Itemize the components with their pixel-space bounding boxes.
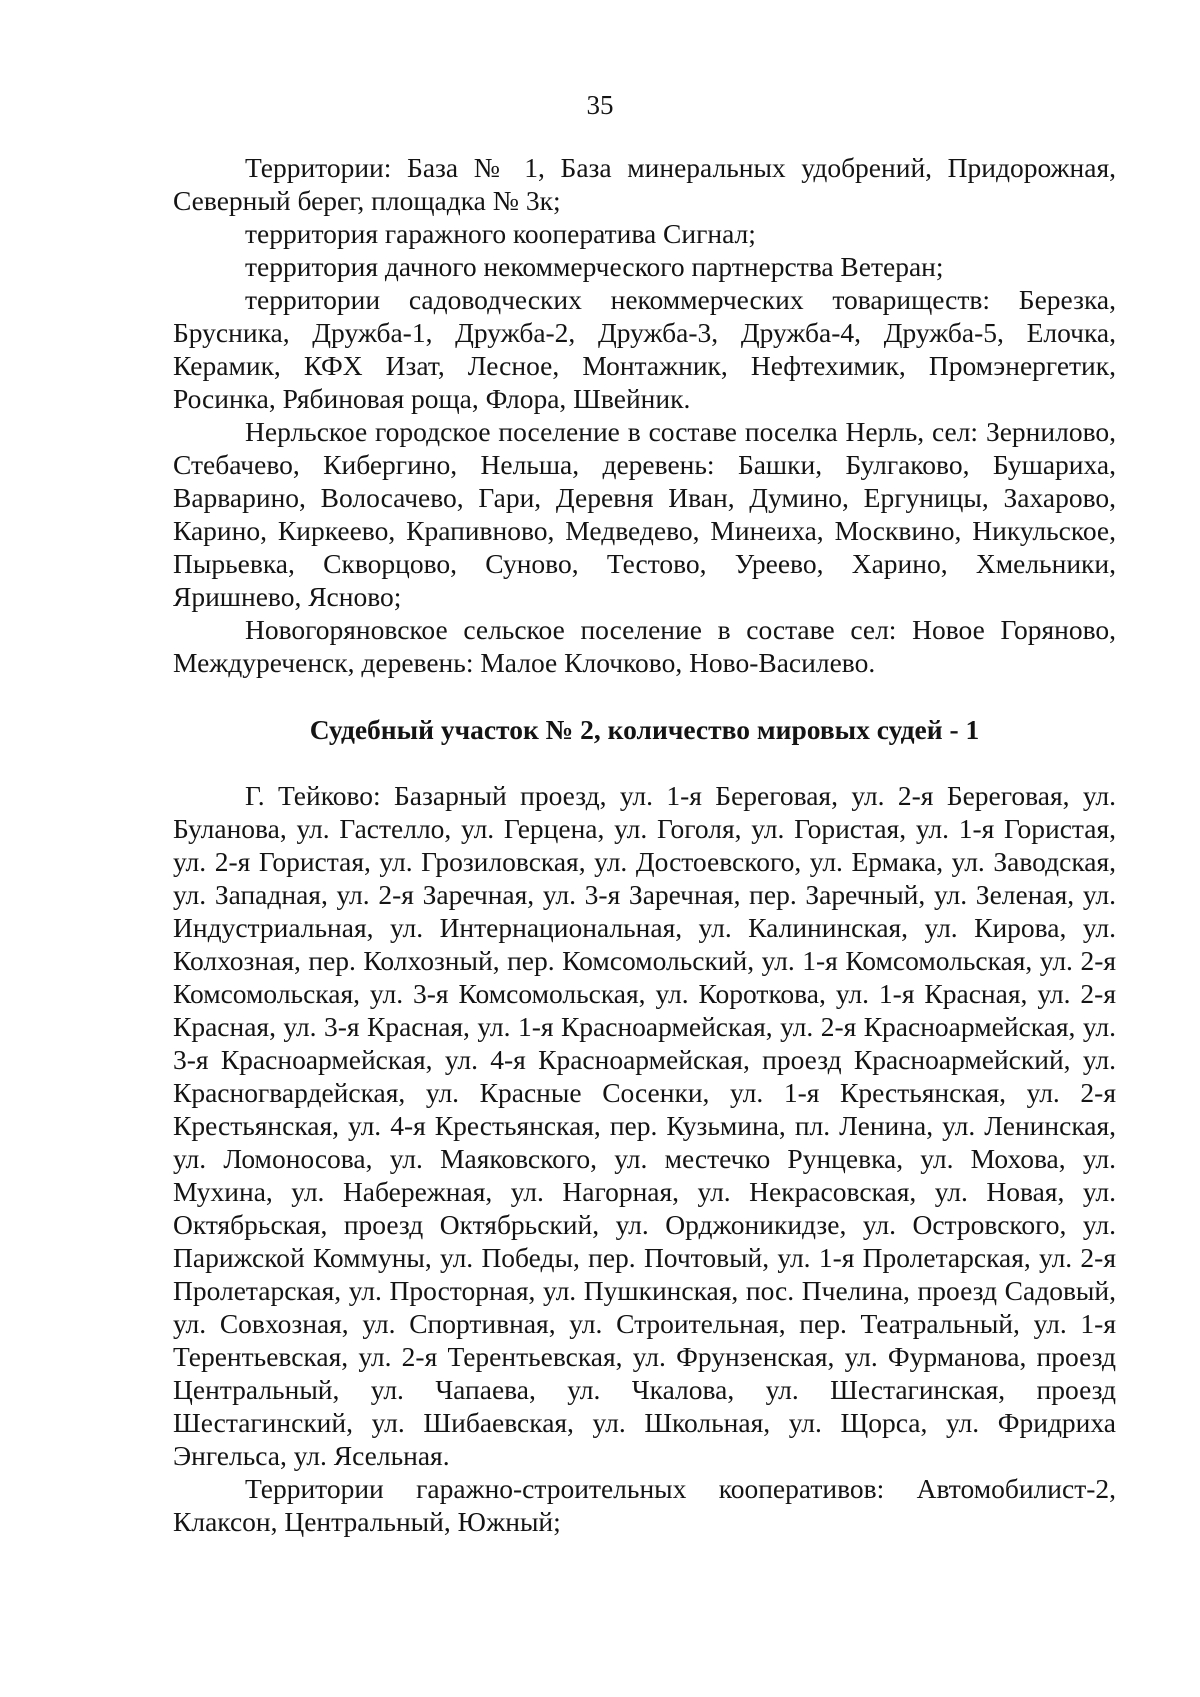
paragraph-garage-cooperative-signal: территория гаражного кооператива Сигнал; <box>245 218 756 249</box>
paragraph-dacha-partnership-veteran: территория дачного некоммерческого партнерства Ветеран; <box>245 251 944 282</box>
paragraph-territories-base: Территории: База № 1, База минеральных удобрений, Придорожная, Северный берег, площадка № 3к; <box>173 152 1116 216</box>
paragraph-garage-building-cooperatives: Территории гаражно-строительных кооперативов: Автомобилист-2, Клаксон, Центральный, Южный; <box>173 1473 1116 1537</box>
document-body <box>173 151 1116 1538</box>
paragraph-nerl-settlement: Нерльское городское поселение в составе поселка Нерль, сел: Зернилово, Стебачево, Кибергино, Нельша, деревень: Башки, Булгаково, Бушариха, Варварино, Волосачево, Гари, Деревня Иван, Думино, Ергуницы, Захарово, Карино, Киркеево, Крапивново, Медведево, Минеиха, Москвино, Никульское, Пырьевка, Скворцово, Суново, Тестово, Уреево, Харино, Хмельники, Яришнево, Ясново; <box>173 416 1116 612</box>
paragraph-novogoryanovo-settlement: Новогоряновское сельское поселение в составе сел: Новое Горяново, Междуреченск, деревень: Малое Клочково, Ново-Василево. <box>173 614 1116 678</box>
page-number: 35 <box>586 90 614 120</box>
section-heading: Судебный участок № 2, количество мировых судей - 1 <box>309 714 980 745</box>
paragraph-gardening-partnerships: территории садоводческих некоммерческих товариществ: Березка, Брусника, Дружба-1, Дружба-2, Дружба-3, Дружба-4, Дружба-5, Елочка, Керамик, КФХ Изат, Лесное, Монтажник, Нефтехимик, Промэнергетик, Росинка, Рябиновая роща, Флора, Швейник. <box>173 284 1116 414</box>
paragraph-teykovo-streets: Г. Тейково: Базарный проезд, ул. 1-я Береговая, ул. 2-я Береговая, ул. Буланова, ул. Гастелло, ул. Герцена, ул. Гоголя, ул. Гористая, ул. 1-я Гористая, ул. 2-я Гористая, ул. Грозиловская, ул. Достоевского, ул. Ермака, ул. Заводская, ул. Западная, ул. 2-я Заречная, ул. 3-я Заречная, пер. Заречный, ул. Зеленая, ул. Индустриальная, ул. Интернациональная, ул. Калининская, ул. Кирова, ул. Колхозная, пер. Колхозный, пер. Комсомольский, ул. 1-я Комсомольская, ул. 2-я Комсомольская, ул. 3-я Комсомольская, ул. Короткова, ул. 1-я Красная, ул. 2-я Красная, ул. 3-я Красная, ул. 1-я Красноармейская, ул. 2-я Красноармейская, ул. 3-я Красноармейская, ул. 4-я Красноармейская, проезд Красноармейский, ул. Красногвардейская, ул. Красные Сосенки, ул. 1-я Крестьянская, ул. 2-я Крестьянская, ул. 4-я Крестьянская, пер. Кузьмина, пл. Ленина, ул. Ленинская, ул. Ломоносова, ул. Маяковского, ул. местечко Рунцевка, ул. Мохова, ул. Мухина, ул. Набережная, ул. Нагорная, ул. Некрасовская, ул. Новая, ул. Октябрьская, проезд Октябрьский, ул. Орджоникидзе, ул. Островского, ул. Парижской Коммуны, ул. Победы, пер. Почтовый, ул. 1-я Пролетарская, ул. 2-я Пролетарская, ул. Просторная, ул. Пушкинская, пос. Пчелина, проезд Садовый, ул. Совхозная, ул. Спортивная, ул. Строительная, пер. Театральный, ул. 1-я Терентьевская, ул. 2-я Терентьевская, ул. Фрунзенская, ул. Фурманова, проезд Центральный, ул. Чапаева, ул. Чкалова, ул. Шестагинская, проезд Шестагинский, ул. Шибаевская, ул. Школьная, ул. Щорса, ул. Фридриха Энгельса, ул. Ясельная. <box>173 780 1116 1471</box>
